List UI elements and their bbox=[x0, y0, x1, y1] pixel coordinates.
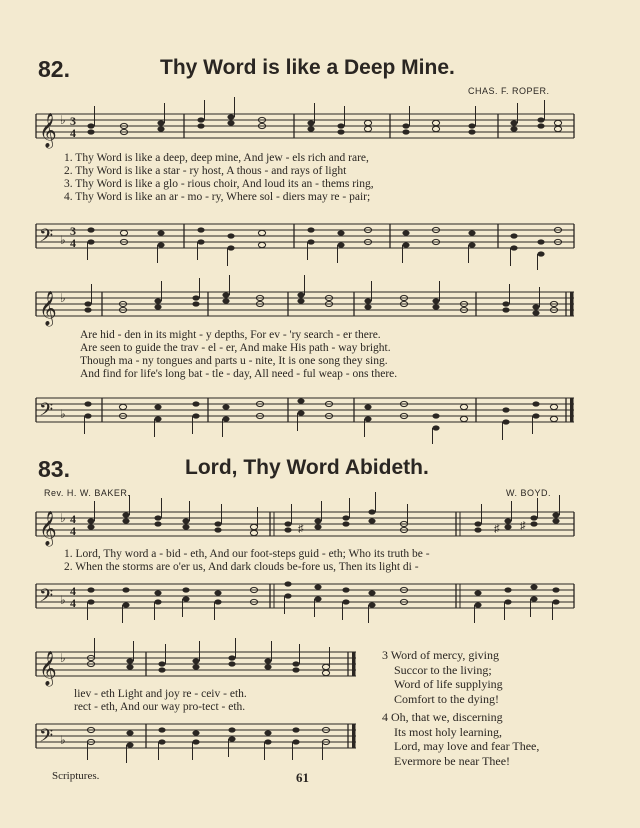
hymn-83-composer: W. BOYD. bbox=[506, 488, 552, 498]
hymn-82-composer: CHAS. F. ROPER. bbox=[468, 86, 550, 96]
svg-text:♯: ♯ bbox=[494, 523, 500, 535]
page-number: 61 bbox=[296, 770, 309, 785]
svg-text:♭: ♭ bbox=[60, 291, 66, 305]
stanza-line: Evermore be near Thee! bbox=[394, 753, 511, 768]
hymn-82-title: Thy Word is like a Deep Mine. bbox=[160, 56, 455, 79]
hymn-83-treble-staff-2 bbox=[36, 650, 366, 684]
hymn-82-treble-staff-2 bbox=[36, 290, 576, 324]
stanza-line: 4 Oh, that we, discerning bbox=[382, 710, 503, 724]
svg-text:4: 4 bbox=[70, 512, 76, 526]
svg-text:♭: ♭ bbox=[60, 651, 66, 665]
svg-text:♭: ♭ bbox=[60, 407, 66, 421]
svg-text:4: 4 bbox=[70, 524, 76, 538]
svg-text:𝄢: 𝄢 bbox=[39, 726, 54, 751]
svg-text:♯: ♯ bbox=[520, 520, 526, 532]
svg-text:♭: ♭ bbox=[60, 511, 66, 525]
hymn-82-lyric-line: 4. Thy Word is like an ar - mo - ry, Where sol - diers may re - pair; bbox=[64, 191, 371, 203]
hymn-83-stanza-3 bbox=[382, 648, 503, 706]
hymn-82-lyric-line: 3. Thy Word is like a glo - rious choir, And loud its an - thems ring, bbox=[64, 178, 374, 190]
svg-text:4: 4 bbox=[70, 236, 76, 250]
svg-text:𝄢: 𝄢 bbox=[39, 586, 54, 611]
svg-text:𝄞: 𝄞 bbox=[39, 291, 57, 326]
svg-text:3: 3 bbox=[70, 224, 76, 238]
stanza-line: Succor to the living; bbox=[394, 662, 492, 677]
svg-text:♭: ♭ bbox=[60, 113, 66, 127]
hymn-83-lyric-line: rect - eth, And our way pro-tect - eth. bbox=[74, 701, 246, 713]
svg-text:𝄢: 𝄢 bbox=[39, 400, 54, 425]
svg-text:♭: ♭ bbox=[60, 733, 66, 747]
hymn-83-treble-staff-1 bbox=[36, 510, 576, 544]
svg-text:4: 4 bbox=[70, 584, 76, 598]
hymn-83-lyric-line: liev - eth Light and joy re - ceiv - eth. bbox=[74, 688, 247, 700]
hymn-82-number: 82. bbox=[38, 56, 70, 82]
hymn-82-lyric-line: And find for life's long bat - tle - day, All need - ful weap - ons there. bbox=[80, 368, 398, 380]
footer-section-label: Scriptures. bbox=[52, 770, 100, 782]
svg-text:4: 4 bbox=[70, 596, 76, 610]
svg-text:♯: ♯ bbox=[298, 523, 304, 535]
hymn-83-stanza-4 bbox=[382, 710, 539, 768]
hymn-83-author: Rev. H. W. BAKER. bbox=[44, 488, 131, 498]
stanza-line: Its most holy learning, bbox=[394, 724, 502, 739]
hymn-83-bass-staff-2 bbox=[36, 718, 366, 758]
hymn-83-lyric-line: 1. Lord, Thy word a - bid - eth, And our foot-steps guid - eth; Who its truth be - bbox=[64, 548, 430, 560]
treble-clef-icon: 𝄞 bbox=[39, 113, 57, 148]
bass-clef-icon: 𝄢 bbox=[39, 226, 54, 251]
hymn-82-bass-staff-2 bbox=[36, 392, 576, 432]
svg-text:𝄞: 𝄞 bbox=[39, 511, 57, 546]
svg-text:4: 4 bbox=[70, 126, 76, 140]
stanza-line: Lord, may love and fear Thee, bbox=[394, 739, 540, 753]
stanza-line: Comfort to the dying! bbox=[394, 691, 499, 706]
hymn-82-lyric-line: 2. Thy Word is like a star - ry host, A thous - and rays of light bbox=[64, 165, 347, 177]
hymn-82-lyric-line: 1. Thy Word is like a deep, deep mine, And jew - els rich and rare, bbox=[64, 152, 369, 164]
svg-text:3: 3 bbox=[70, 114, 76, 128]
hymn-83-title: Lord, Thy Word Abideth. bbox=[185, 456, 429, 479]
hymn-83-number: 83. bbox=[38, 456, 70, 482]
svg-text:♭: ♭ bbox=[60, 593, 66, 607]
hymn-82-bass-staff-1 bbox=[36, 218, 576, 258]
svg-text:♭: ♭ bbox=[60, 233, 66, 247]
hymn-82-lyric-line: Are seen to guide the trav - el - er, And make His path - way bright. bbox=[80, 342, 391, 354]
hymn-82-treble-staff-1 bbox=[36, 112, 576, 146]
stanza-line: 3 Word of mercy, giving bbox=[382, 648, 500, 662]
hymn-83-lyric-line: 2. When the storms are o'er us, And dark clouds be-fore us, Then its light di - bbox=[64, 561, 419, 573]
svg-text:𝄞: 𝄞 bbox=[39, 651, 57, 686]
hymn-82-lyric-line: Though ma - ny tongues and parts u - nite, It is one song they sing. bbox=[80, 355, 388, 367]
hymn-82-lyric-line: Are hid - den in its might - y depths, For ev - 'ry search - er there. bbox=[80, 329, 381, 341]
hymn-83-bass-staff-1 bbox=[36, 578, 576, 618]
stanza-line: Word of life supplying bbox=[394, 677, 503, 691]
